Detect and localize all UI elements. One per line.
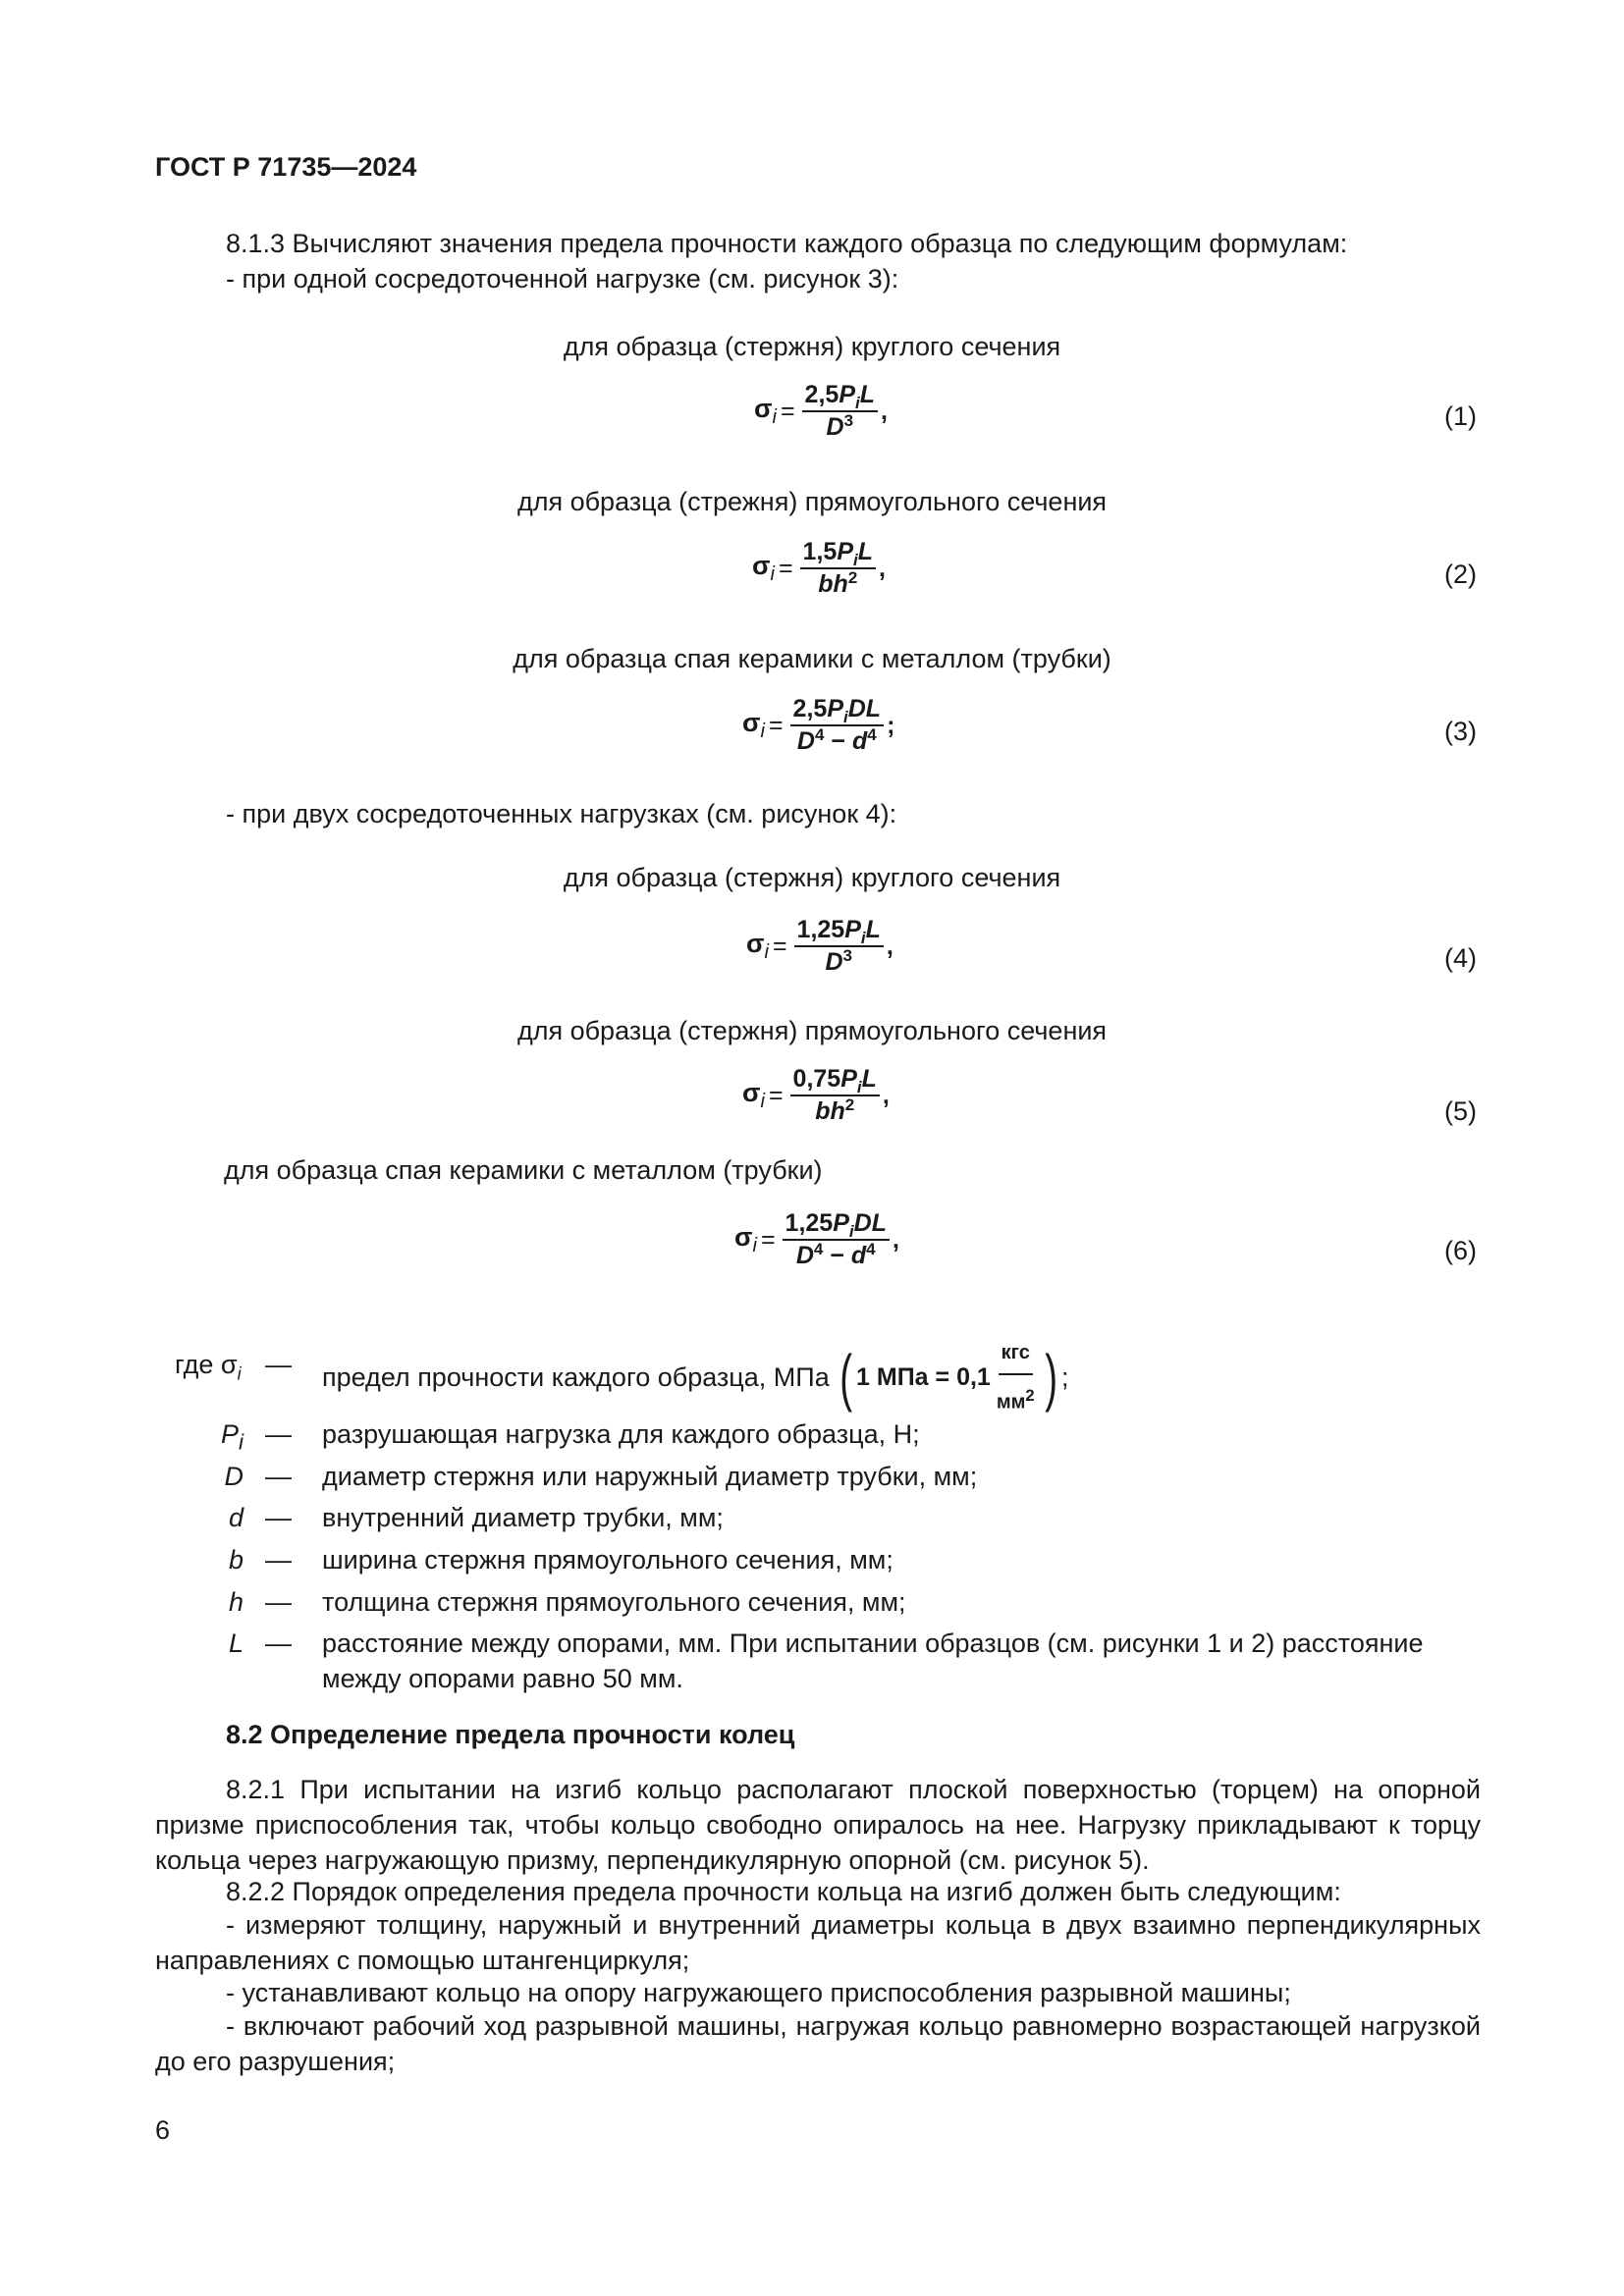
legend-symbol: L [228,1629,244,1658]
formula-4: $\sigma_i$ = $\frac{1,25P_iL}{D^3}$ , [746,916,893,976]
legend-symbol: b [228,1545,244,1575]
page-number: 6 [155,2115,171,2145]
paragraph-8-2-2: 8.2.2 Порядок определения предела прочности кольца на изгиб должен быть следующим: [226,1877,1341,1906]
formula-4-caption: для образца (стержня) круглого сечения [563,863,1061,892]
mpa-conversion: 1 МПа = 0,1 $\frac{\text{кгс}}{мм^2}$ [856,1335,1041,1420]
formula-3-caption: для образца спая керамики с металлом (трубки) [513,644,1111,673]
formula-3-number: (3) [1444,717,1477,746]
formula-3: $\sigma_i$ = $\frac{2,5P_iDL}{D^4 - d^4}$ ; [742,695,895,755]
paragraph-step-1: - измеряют толщину, наружный и внутренний диаметры кольца в двух взаимно перпендикулярных направлениях с помощью штангенциркуля; [155,1910,1481,1975]
legend-sigma-row: где $\sigma_i$ — предел прочности каждого образца, МПа ( 1 МПа = 0,1 $\frac{\text{кгс}}{мм^2}$ ) ; [155,1347,1481,1406]
formula-5-caption: для образца (стержня) прямоугольного сечения [516,1016,1108,1045]
legend-text: расстояние между опорами, мм. При испытании образцов (см. рисунки 1 и 2) расстояние между опорами равно 50 мм. [322,1629,1424,1693]
legend-symbol: $P_i$ [220,1419,244,1455]
legend-text: ширина стержня прямоугольного сечения, мм; [322,1545,893,1575]
formula-1-caption: для образца (стержня) круглого сечения [563,332,1061,361]
section-8-2-heading: 8.2 Определение предела прочности колец [226,1720,795,1749]
legend-symbol: D [224,1462,244,1491]
formula-5: $\sigma_i$ = $\frac{0,75P_iL}{bh^2}$ , [742,1065,890,1125]
legend-symbol: d [228,1503,244,1532]
legend-symbol: h [228,1587,244,1617]
legend-text: внутренний диаметр трубки, мм; [322,1503,724,1532]
formula-6-caption: для образца спая керамики с металлом (трубки) [224,1155,823,1185]
formula-2: $\sigma_i$ = $\frac{1,5P_iL}{bh^2}$ , [752,538,886,598]
legend-sigma-symbol: где $\sigma_i$ [175,1350,242,1384]
double-load-line: - при двух сосредоточенных нагрузках (см. рисунок 4): [226,799,897,828]
paragraph-step-3: - включают рабочий ход разрывной машины, нагружая кольцо равномерно возрастающей нагрузкой до его разрушения; [155,2011,1481,2076]
legend-text: разрушающая нагрузка для каждого образца, Н; [322,1419,920,1449]
formula-6: $\sigma_i$ = $\frac{1,25P_iDL}{D^4 - d^4}$ , [734,1209,899,1269]
document-header: ГОСТ Р 71735—2024 [155,152,417,182]
formula-2-number: (2) [1444,560,1477,589]
formula-2-caption: для образца (стрежня) прямоугольного сечения [516,487,1108,516]
paragraph-step-2: - устанавливают кольцо на опору нагружающего приспособления разрывной машины; [226,1978,1291,2007]
formula-4-number: (4) [1444,943,1477,973]
formula-6-number: (6) [1444,1236,1477,1265]
legend-sigma-text: предел прочности каждого образца, МПа [322,1362,830,1393]
legend-text: диаметр стержня или наружный диаметр трубки, мм; [322,1462,978,1491]
paragraph-8-1-3: 8.1.3 Вычисляют значения предела прочности каждого образца по следующим формулам: [226,229,1348,258]
legend-text: толщина стержня прямоугольного сечения, мм; [322,1587,906,1617]
formula-1-number: (1) [1444,401,1477,431]
formula-5-number: (5) [1444,1096,1477,1126]
paragraph-8-2-1: 8.2.1 При испытании на изгиб кольцо располагают плоской поверхностью (торцем) на опорной призме приспособления так, чтобы кольцо свободно опиралось на нее. Нагрузку прикладывают к торцу кольца через нагружающую призму, перпендикулярную опорной (см. рисунок 5). [155,1775,1481,1875]
single-load-line: - при одной сосредоточенной нагрузке (см. рисунок 3): [226,264,899,294]
formula-1: $\sigma_i$ = $\frac{2,5P_iL}{D^3}$ , [754,381,888,441]
